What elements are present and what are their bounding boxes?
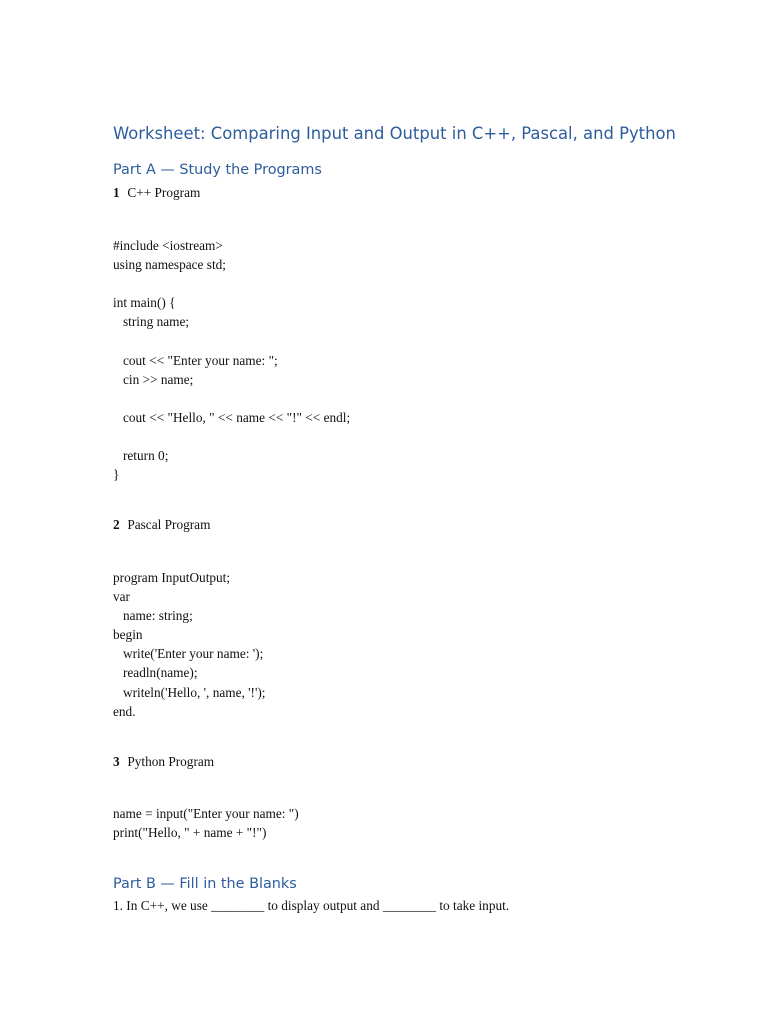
code-line [113,331,350,350]
code-line: name = input("Enter your name: ") [113,806,299,821]
cpp-program-label [113,185,200,201]
code-line: program InputOutput; [113,570,231,585]
code-line: writeln('Hello, ', name, '!'); [113,684,266,700]
program-number: 3 [113,754,120,769]
python-program-label [113,754,214,770]
program-number: 2 [113,517,120,532]
pascal-program-label [113,517,210,533]
code-line [113,274,350,293]
part-b-heading: Part B — Fill in the Blanks [113,876,297,892]
fill-blank-question: 1. In C++, we use ________ to display output and ________ to take input. [113,898,510,913]
code-line [113,389,350,408]
code-line [113,427,350,446]
code-line: end. [113,703,136,719]
code-line: cout << "Hello, " << name << "!" << endl; [113,409,351,425]
code-line: cin >> name; [113,371,194,387]
program-number: 1 [113,185,120,200]
code-line: int main() { [113,295,176,311]
code-line: using namespace std; [113,257,226,273]
part-a-heading: Part A — Study the Programs [113,162,322,178]
program-label: C++ Program [127,185,201,200]
code-line: name: string; [113,608,193,624]
code-line: var [113,589,130,605]
code-line: #include <iostream> [113,238,223,253]
pascal-code-block [113,568,265,721]
code-line: write('Enter your name: '); [113,646,264,662]
python-code-block [113,804,299,842]
code-line: readln(name); [113,665,198,681]
code-line: return 0; [113,448,169,464]
cpp-code-block [113,236,350,484]
code-line: string name; [113,314,190,330]
code-line: begin [113,627,143,643]
worksheet-title: Worksheet: Comparing Input and Output in C++, Pascal, and Python [113,124,676,143]
code-line: } [113,467,120,483]
program-label: Pascal Program [127,517,211,532]
code-line: cout << "Enter your name: "; [113,352,278,368]
program-label: Python Program [127,754,215,769]
code-line: print("Hello, " + name + "!") [113,825,267,841]
